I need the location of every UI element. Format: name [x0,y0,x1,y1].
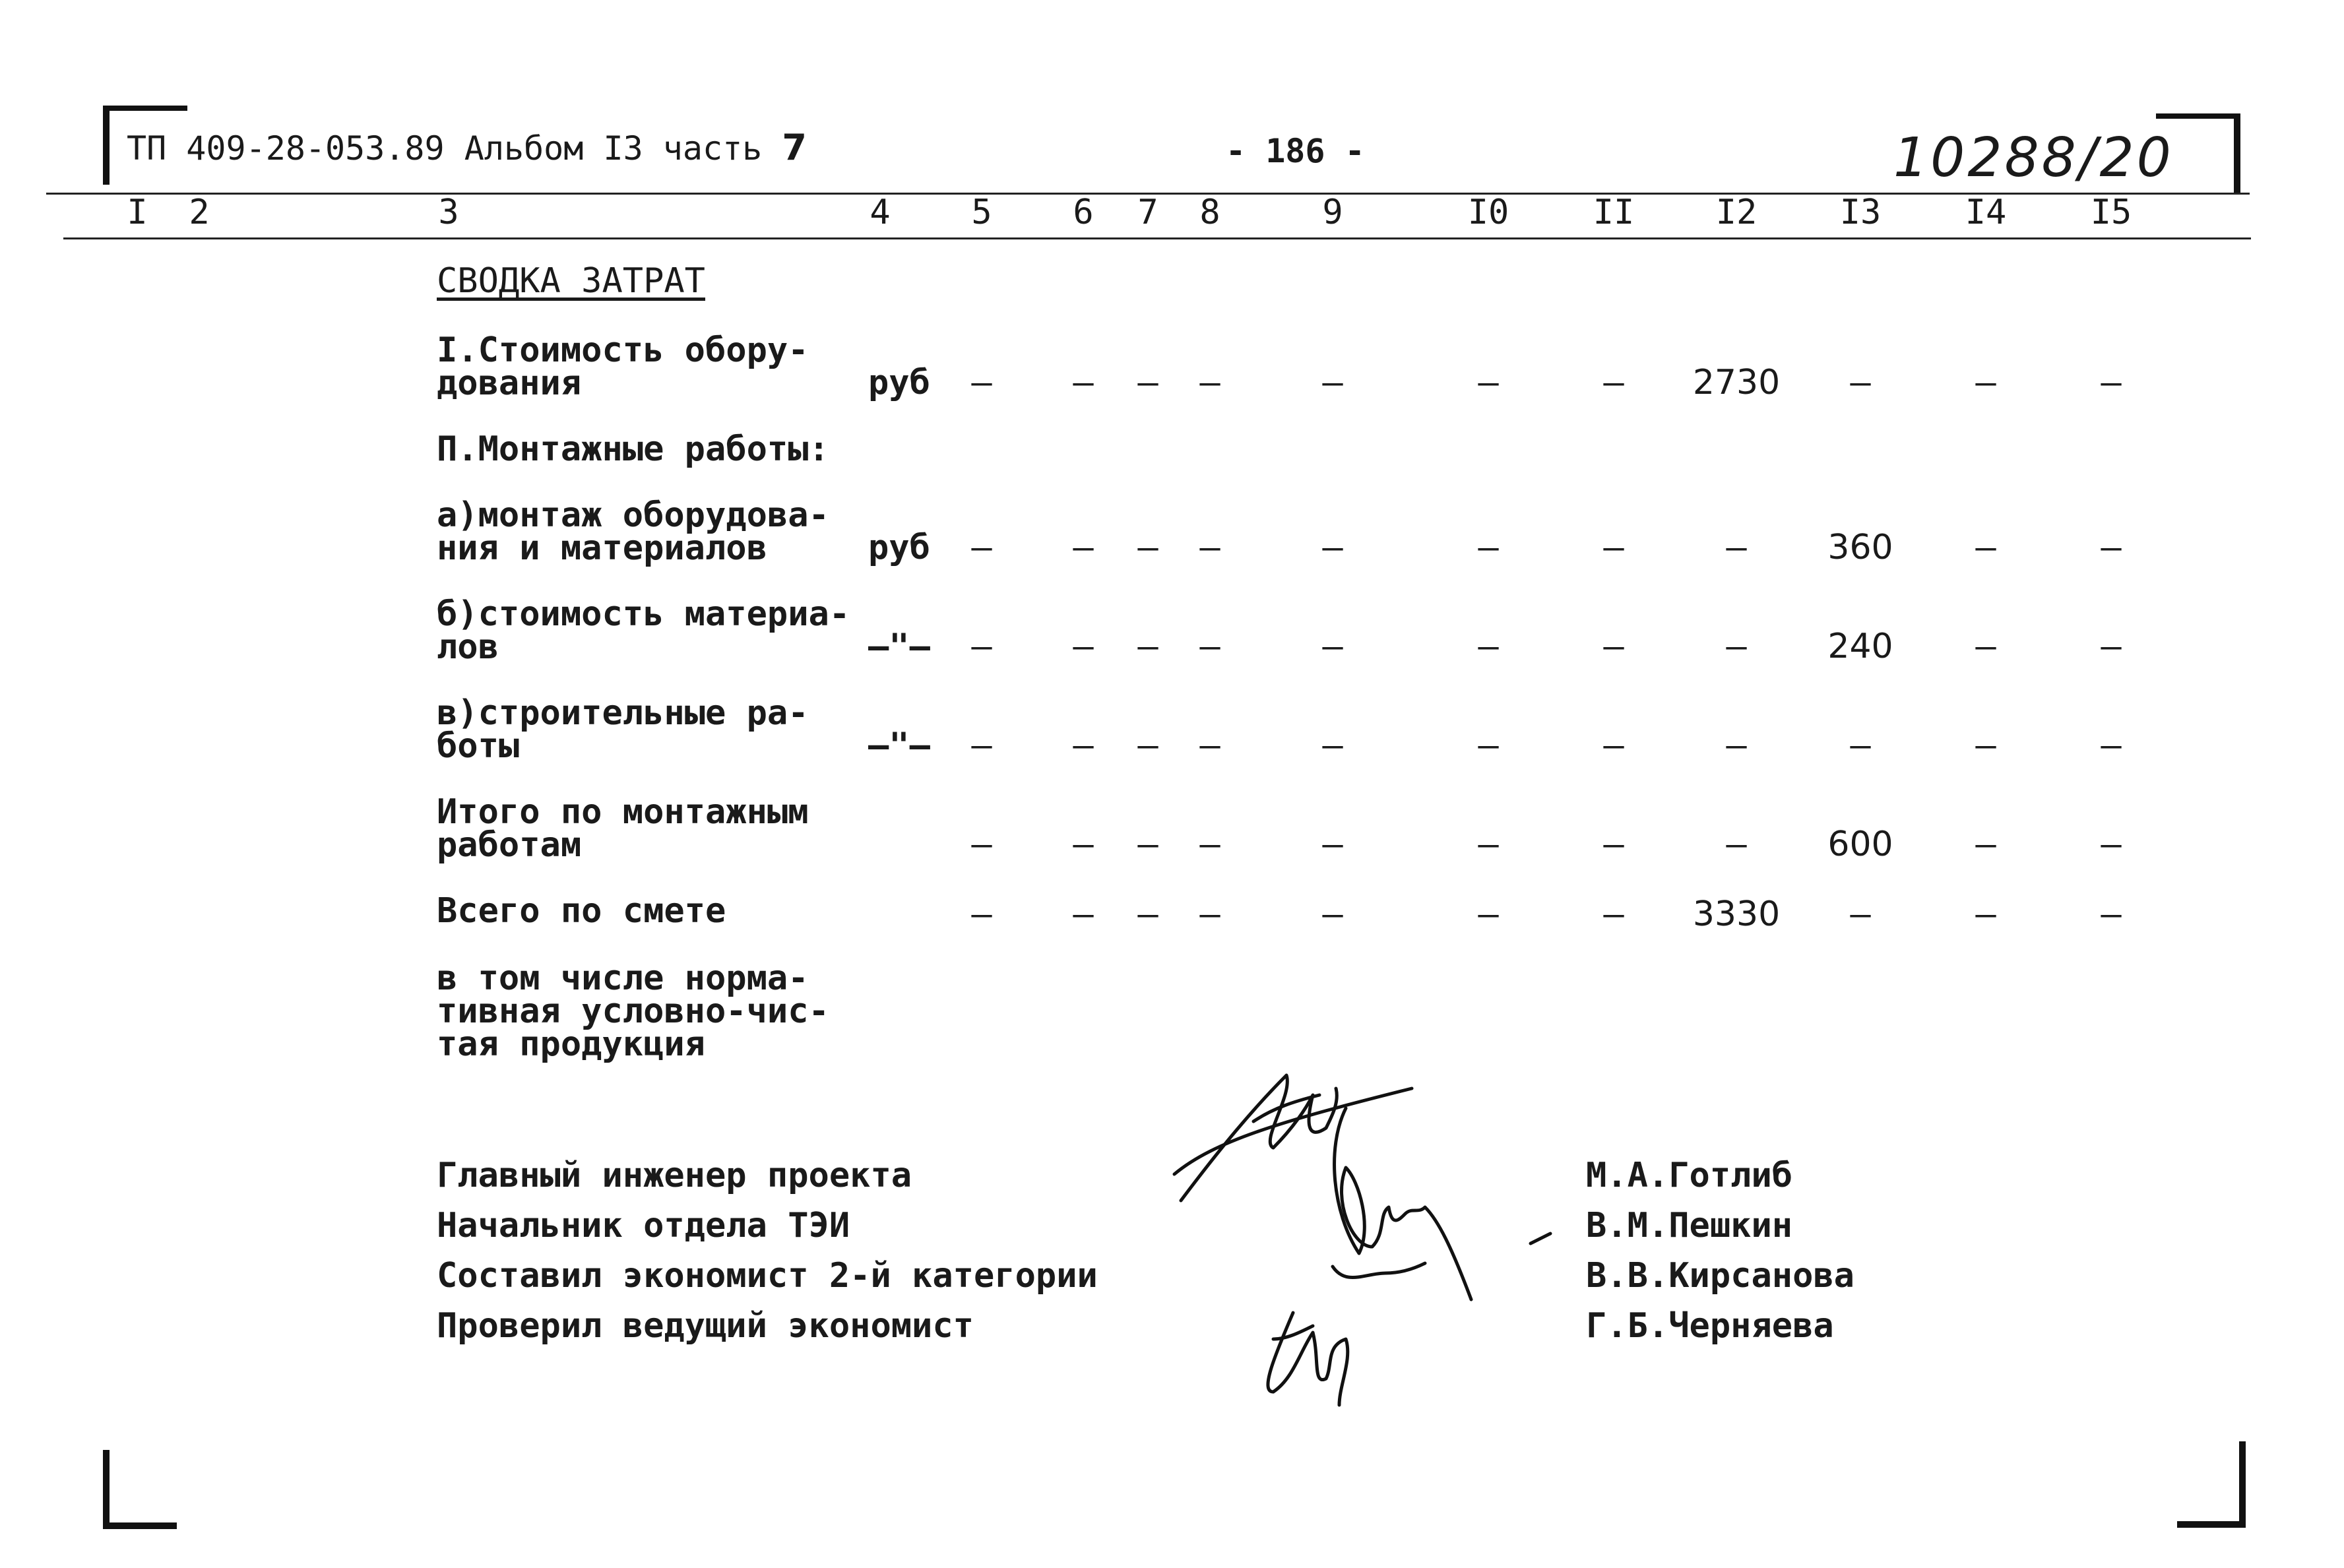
document-code: 10288/20 [1893,127,2174,189]
handwritten-signatures [1161,1049,1570,1418]
table-title: СВОДКА ЗАТРАТ [437,261,705,301]
table-cell-dash: – [1478,528,1499,567]
column-number: I0 [1467,193,1509,232]
signature-scribble-4b [1273,1326,1313,1339]
page-number: - 186 - [1226,132,1365,170]
table-cell-dash: – [1975,726,1996,765]
table-cell-dash: – [1478,825,1499,864]
table-cell-dash: – [971,528,992,567]
table-cell-dash: – [1073,363,1094,402]
column-number: 4 [870,193,891,232]
table-cell-dash: – [1073,894,1094,934]
table-cell-dash: – [1322,726,1343,765]
table-cell-dash: – [1603,894,1624,934]
table-cell-dash: – [1137,894,1158,934]
table-cell-dash: – [1073,825,1094,864]
table-cell-value: 600 [1827,825,1893,864]
table-cell-dash: – [1478,894,1499,934]
header-left-text: ТП 409-28-053.89 Альбом I3 часть [127,129,763,168]
signature-scribble-1b [1181,1075,1337,1201]
corner-top-right-vertical [2234,113,2240,193]
corner-top-left-horizontal [103,106,187,111]
table-cell-dash: – [1975,363,1996,402]
table-cell-dash: – [2101,825,2122,864]
column-number: 6 [1073,193,1094,232]
table-cell-dash: – [2101,627,2122,666]
table-cell-dash: – [1975,894,1996,934]
column-number: 8 [1199,193,1220,232]
table-cell-dash: – [1975,627,1996,666]
signature-name: В.В.Кирсанова [1586,1256,1854,1296]
table-cell-value: 3330 [1692,894,1781,934]
table-cell-dash: – [2101,363,2122,402]
table-cell-dash: – [1322,528,1343,567]
table-cell-dash: – [1199,825,1220,864]
table-cell-dash: – [1137,627,1158,666]
row-unit: –"– [868,627,930,666]
column-number: II [1593,193,1635,232]
row-label: а)монтаж оборудова- ния и материалов [437,495,829,568]
table-cell-dash: – [1199,894,1220,934]
header-rule-bottom [63,237,2251,239]
table-cell-dash: – [1975,825,1996,864]
table-cell-dash: – [971,894,992,934]
signature-scribble-3 [1333,1263,1425,1278]
row-label: Всего по смете [437,891,726,931]
table-cell-dash: – [1137,726,1158,765]
row-unit: –"– [868,726,930,765]
column-number: I [127,193,148,232]
table-cell-dash: – [1850,363,1871,402]
table-cell-value: 360 [1827,528,1893,567]
table-cell-dash: – [2101,726,2122,765]
signature-name: М.А.Готлиб [1586,1156,1793,1195]
row-label: П.Монтажные работы: [437,429,829,469]
row-unit: руб [868,528,930,567]
signature-role: Проверил ведущий экономист [437,1306,974,1346]
table-cell-dash: – [1478,363,1499,402]
table-cell-dash: – [1726,726,1747,765]
table-cell-dash: – [1322,363,1343,402]
table-cell-dash: – [1603,825,1624,864]
corner-bottom-left-horizontal [103,1522,177,1529]
signature-role: Главный инженер проекта [437,1156,912,1195]
table-cell-dash: – [1850,726,1871,765]
table-cell-dash: – [1603,627,1624,666]
signature-name: Г.Б.Черняева [1586,1306,1834,1346]
table-cell-dash: – [1137,363,1158,402]
table-cell-dash: – [971,627,992,666]
column-number: I2 [1715,193,1758,232]
table-cell-dash: – [1603,726,1624,765]
table-cell-dash: – [1850,894,1871,934]
table-cell-dash: – [1322,627,1343,666]
row-label: б)стоимость материа- лов [437,594,850,667]
table-cell-dash: – [971,726,992,765]
row-label: в)строительные ра- боты [437,693,809,766]
table-cell-value: 240 [1827,627,1893,666]
table-cell-dash: – [1073,726,1094,765]
table-cell-dash: – [1975,528,1996,567]
column-number: 7 [1137,193,1158,232]
column-number: 9 [1322,193,1343,232]
column-number: I4 [1965,193,2007,232]
column-number: 2 [189,193,210,232]
table-cell-dash: – [1199,726,1220,765]
table-cell-dash: – [1478,726,1499,765]
table-cell-dash: – [1726,528,1747,567]
table-cell-dash: – [1137,528,1158,567]
table-cell-dash: – [1073,528,1094,567]
row-label: I.Стоимость обору- дования [437,330,809,403]
column-number: 3 [438,193,459,232]
table-cell-dash: – [1199,363,1220,402]
table-cell-dash: – [1726,627,1747,666]
table-cell-dash: – [971,363,992,402]
corner-bottom-right-vertical [2239,1441,2246,1527]
table-cell-dash: – [2101,528,2122,567]
table-cell-value: 2730 [1692,363,1781,402]
column-number: I3 [1839,193,1882,232]
signature-role: Начальник отдела ТЭИ [437,1206,850,1245]
corner-bottom-right-horizontal [2177,1521,2246,1528]
signature-role: Составил экономист 2-й категории [437,1256,1098,1296]
document-header [127,128,807,168]
table-cell-dash: – [1073,627,1094,666]
table-cell-dash: – [1199,528,1220,567]
corner-bottom-left-vertical [103,1450,110,1529]
table-cell-dash: – [1478,627,1499,666]
row-label: в том числе норма- тивная условно-чис- тая продукция [437,958,829,1064]
row-unit: руб [868,363,930,402]
signature-dash [1531,1234,1550,1243]
table-cell-dash: – [971,825,992,864]
table-cell-dash: – [1603,528,1624,567]
column-number: I5 [2090,193,2132,232]
table-cell-dash: – [1726,825,1747,864]
table-cell-dash: – [1199,627,1220,666]
signature-name: В.М.Пешкин [1586,1206,1793,1245]
corner-top-left-vertical [103,106,110,185]
table-cell-dash: – [1603,363,1624,402]
table-cell-dash: – [2101,894,2122,934]
table-cell-dash: – [1322,894,1343,934]
header-part-number: 7 [782,127,807,168]
corner-top-right-horizontal [2156,113,2240,119]
table-cell-dash: – [1137,825,1158,864]
column-number: 5 [971,193,992,232]
row-label: Итого по монтажным работам [437,792,809,865]
table-cell-dash: – [1322,825,1343,864]
